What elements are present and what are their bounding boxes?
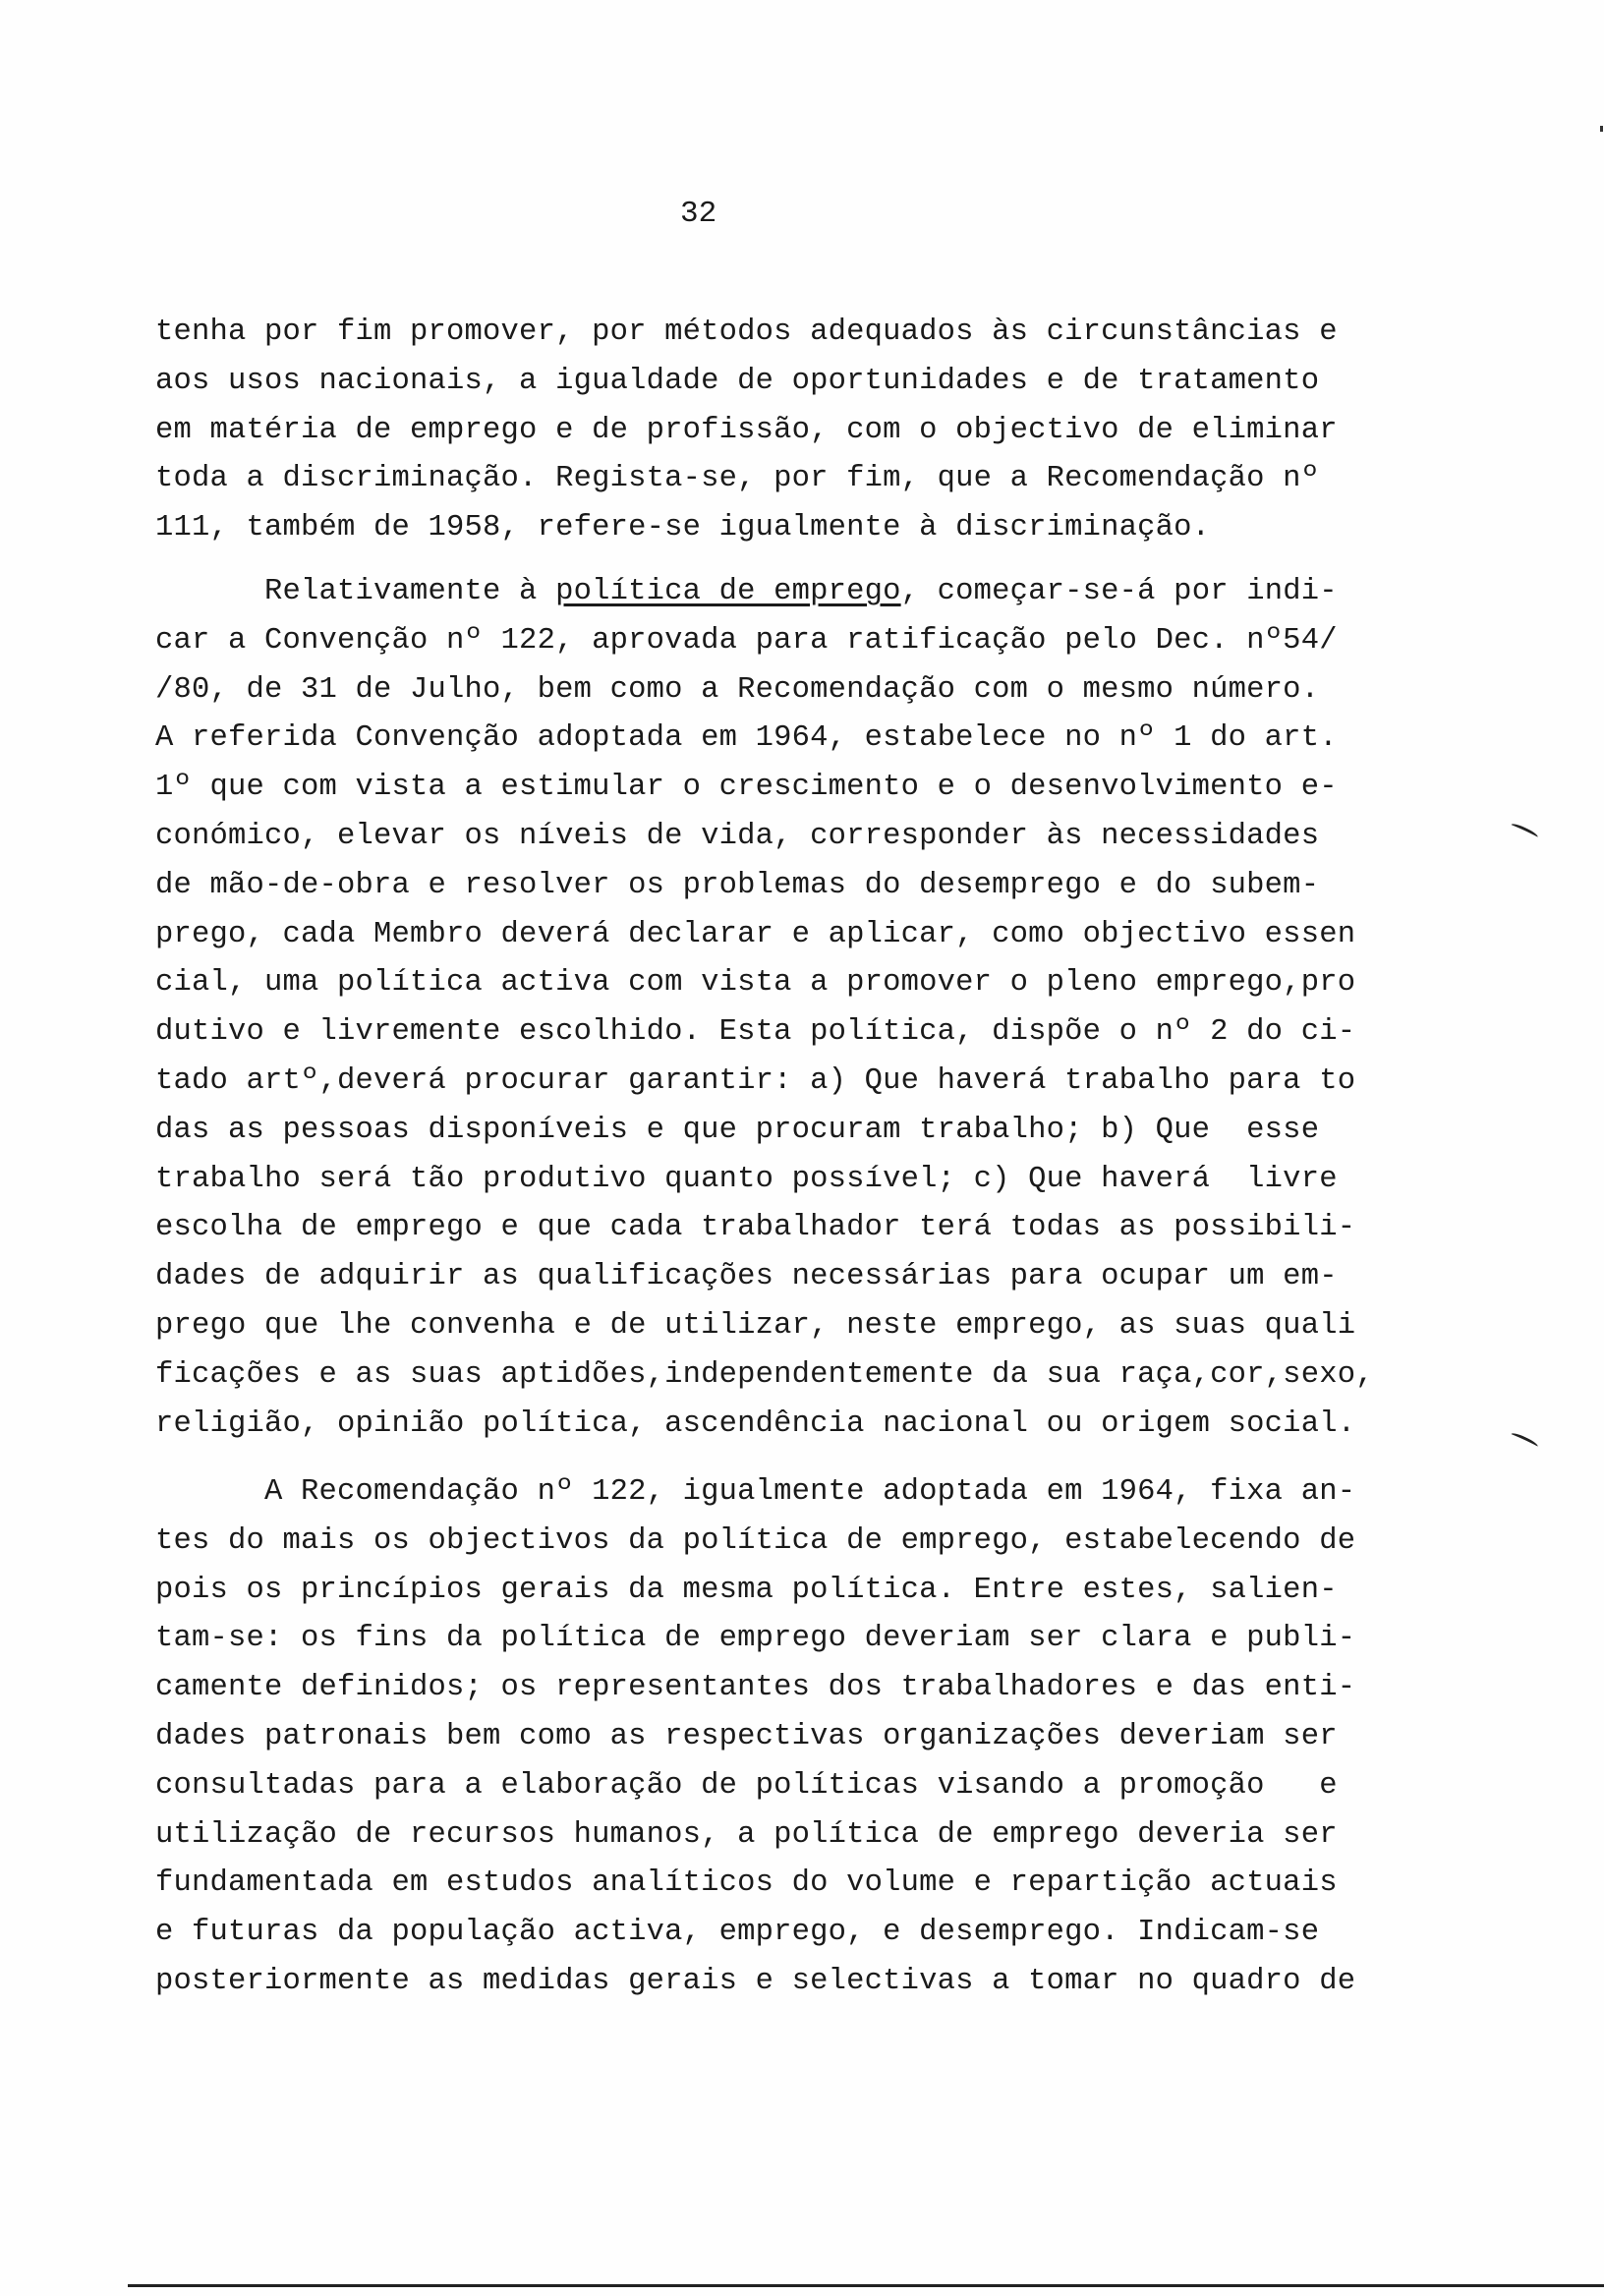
scan-speck	[1600, 126, 1603, 132]
text-line: tam-se: os fins da política de emprego deveriam ser clara e publi-	[155, 1622, 1356, 1656]
text-line: A referida Convenção adoptada em 1964, estabelece no nº 1 do art.	[155, 721, 1338, 756]
text-line: conómico, elevar os níveis de vida, corresponder às necessidades	[155, 819, 1320, 853]
text-line: cial, uma política activa com vista a promover o pleno emprego,pro	[155, 966, 1356, 1001]
text-line: prego que lhe convenha e de utilizar, neste emprego, as suas quali	[155, 1308, 1356, 1343]
text-line: aos usos nacionais, a igualdade de oportunidades e de tratamento	[155, 364, 1320, 398]
text-line: car a Convenção nº 122, aprovada para ratificação pelo Dec. nº54/	[155, 623, 1338, 658]
text-line: em matéria de emprego e de profissão, com o objectivo de eliminar	[155, 413, 1338, 447]
text-line: pois os princípios gerais da mesma política. Entre estes, salien-	[155, 1573, 1338, 1607]
text-line: dutivo e livremente escolhido. Esta política, dispõe o nº 2 do ci-	[155, 1015, 1356, 1050]
text-line: 111, também de 1958, refere-se igualmente à discriminação.	[155, 511, 1211, 545]
text-line: dades patronais bem como as respectivas organizações deveriam ser	[155, 1719, 1338, 1753]
margin-mark	[1510, 822, 1539, 840]
text-line-first	[155, 568, 1453, 617]
text-line: posteriormente as medidas gerais e selectivas a tomar no quadro de	[155, 1964, 1356, 1998]
text-line: 1º que com vista a estimular o crescimento e o desenvolvimento e-	[155, 771, 1338, 805]
text-line: ficações e as suas aptidões,independentemente da sua raça,cor,sexo,	[155, 1357, 1374, 1392]
text-line: de mão-de-obra e resolver os problemas do desemprego e do subem-	[155, 868, 1320, 902]
text-line: utilização de recursos humanos, a política de emprego deveria ser	[155, 1817, 1338, 1852]
text-line: e futuras da população activa, emprego, e desemprego. Indicam-se	[155, 1916, 1320, 1950]
page-number: 32	[680, 197, 717, 231]
text-line: fundamentada em estudos analíticos do volume e repartição actuais	[155, 1866, 1338, 1901]
text-line: tenha por fim promover, por métodos adequados às circunstâncias e	[155, 316, 1338, 349]
underlined-term: política de emprego	[555, 575, 901, 608]
text-line: consultadas para a elaboração de políticas visando a promoção e	[155, 1768, 1338, 1803]
text-segment: , começar-se-á por indi-	[900, 575, 1338, 608]
text-line: camente definidos; os representantes dos trabalhadores e das enti-	[155, 1671, 1356, 1705]
text-line: escolha de emprego e que cada trabalhador terá todas as possibili-	[155, 1211, 1356, 1245]
paragraph-2	[155, 568, 1453, 1449]
paragraph-1	[155, 309, 1453, 553]
text-line: tado artº,deverá procurar garantir: a) Que haverá trabalho para to	[155, 1063, 1356, 1098]
paragraph-3	[155, 1468, 1453, 2007]
text-line: toda a discriminação. Regista-se, por fim, que a Recomendação nº	[155, 462, 1320, 496]
margin-mark	[1510, 1431, 1539, 1450]
text-segment: Relativamente à	[155, 575, 556, 608]
bottom-rule	[128, 2284, 1604, 2287]
text-line: prego, cada Membro deverá declarar e aplicar, como objectivo essen	[155, 917, 1356, 951]
text-line: dades de adquirir as qualificações necessárias para ocupar um em-	[155, 1260, 1338, 1294]
text-line: /80, de 31 de Julho, bem como a Recomendação com o mesmo número.	[155, 672, 1320, 707]
text-line: das as pessoas disponíveis e que procuram trabalho; b) Que esse	[155, 1113, 1320, 1147]
text-line: A Recomendação nº 122, igualmente adoptada em 1964, fixa an-	[155, 1475, 1356, 1509]
text-line: tes do mais os objectivos da política de emprego, estabelecendo de	[155, 1523, 1356, 1558]
text-line: trabalho será tão produtivo quanto possível; c) Que haverá livre	[155, 1162, 1338, 1196]
text-line: religião, opinião política, ascendência nacional ou origem social.	[155, 1406, 1356, 1441]
